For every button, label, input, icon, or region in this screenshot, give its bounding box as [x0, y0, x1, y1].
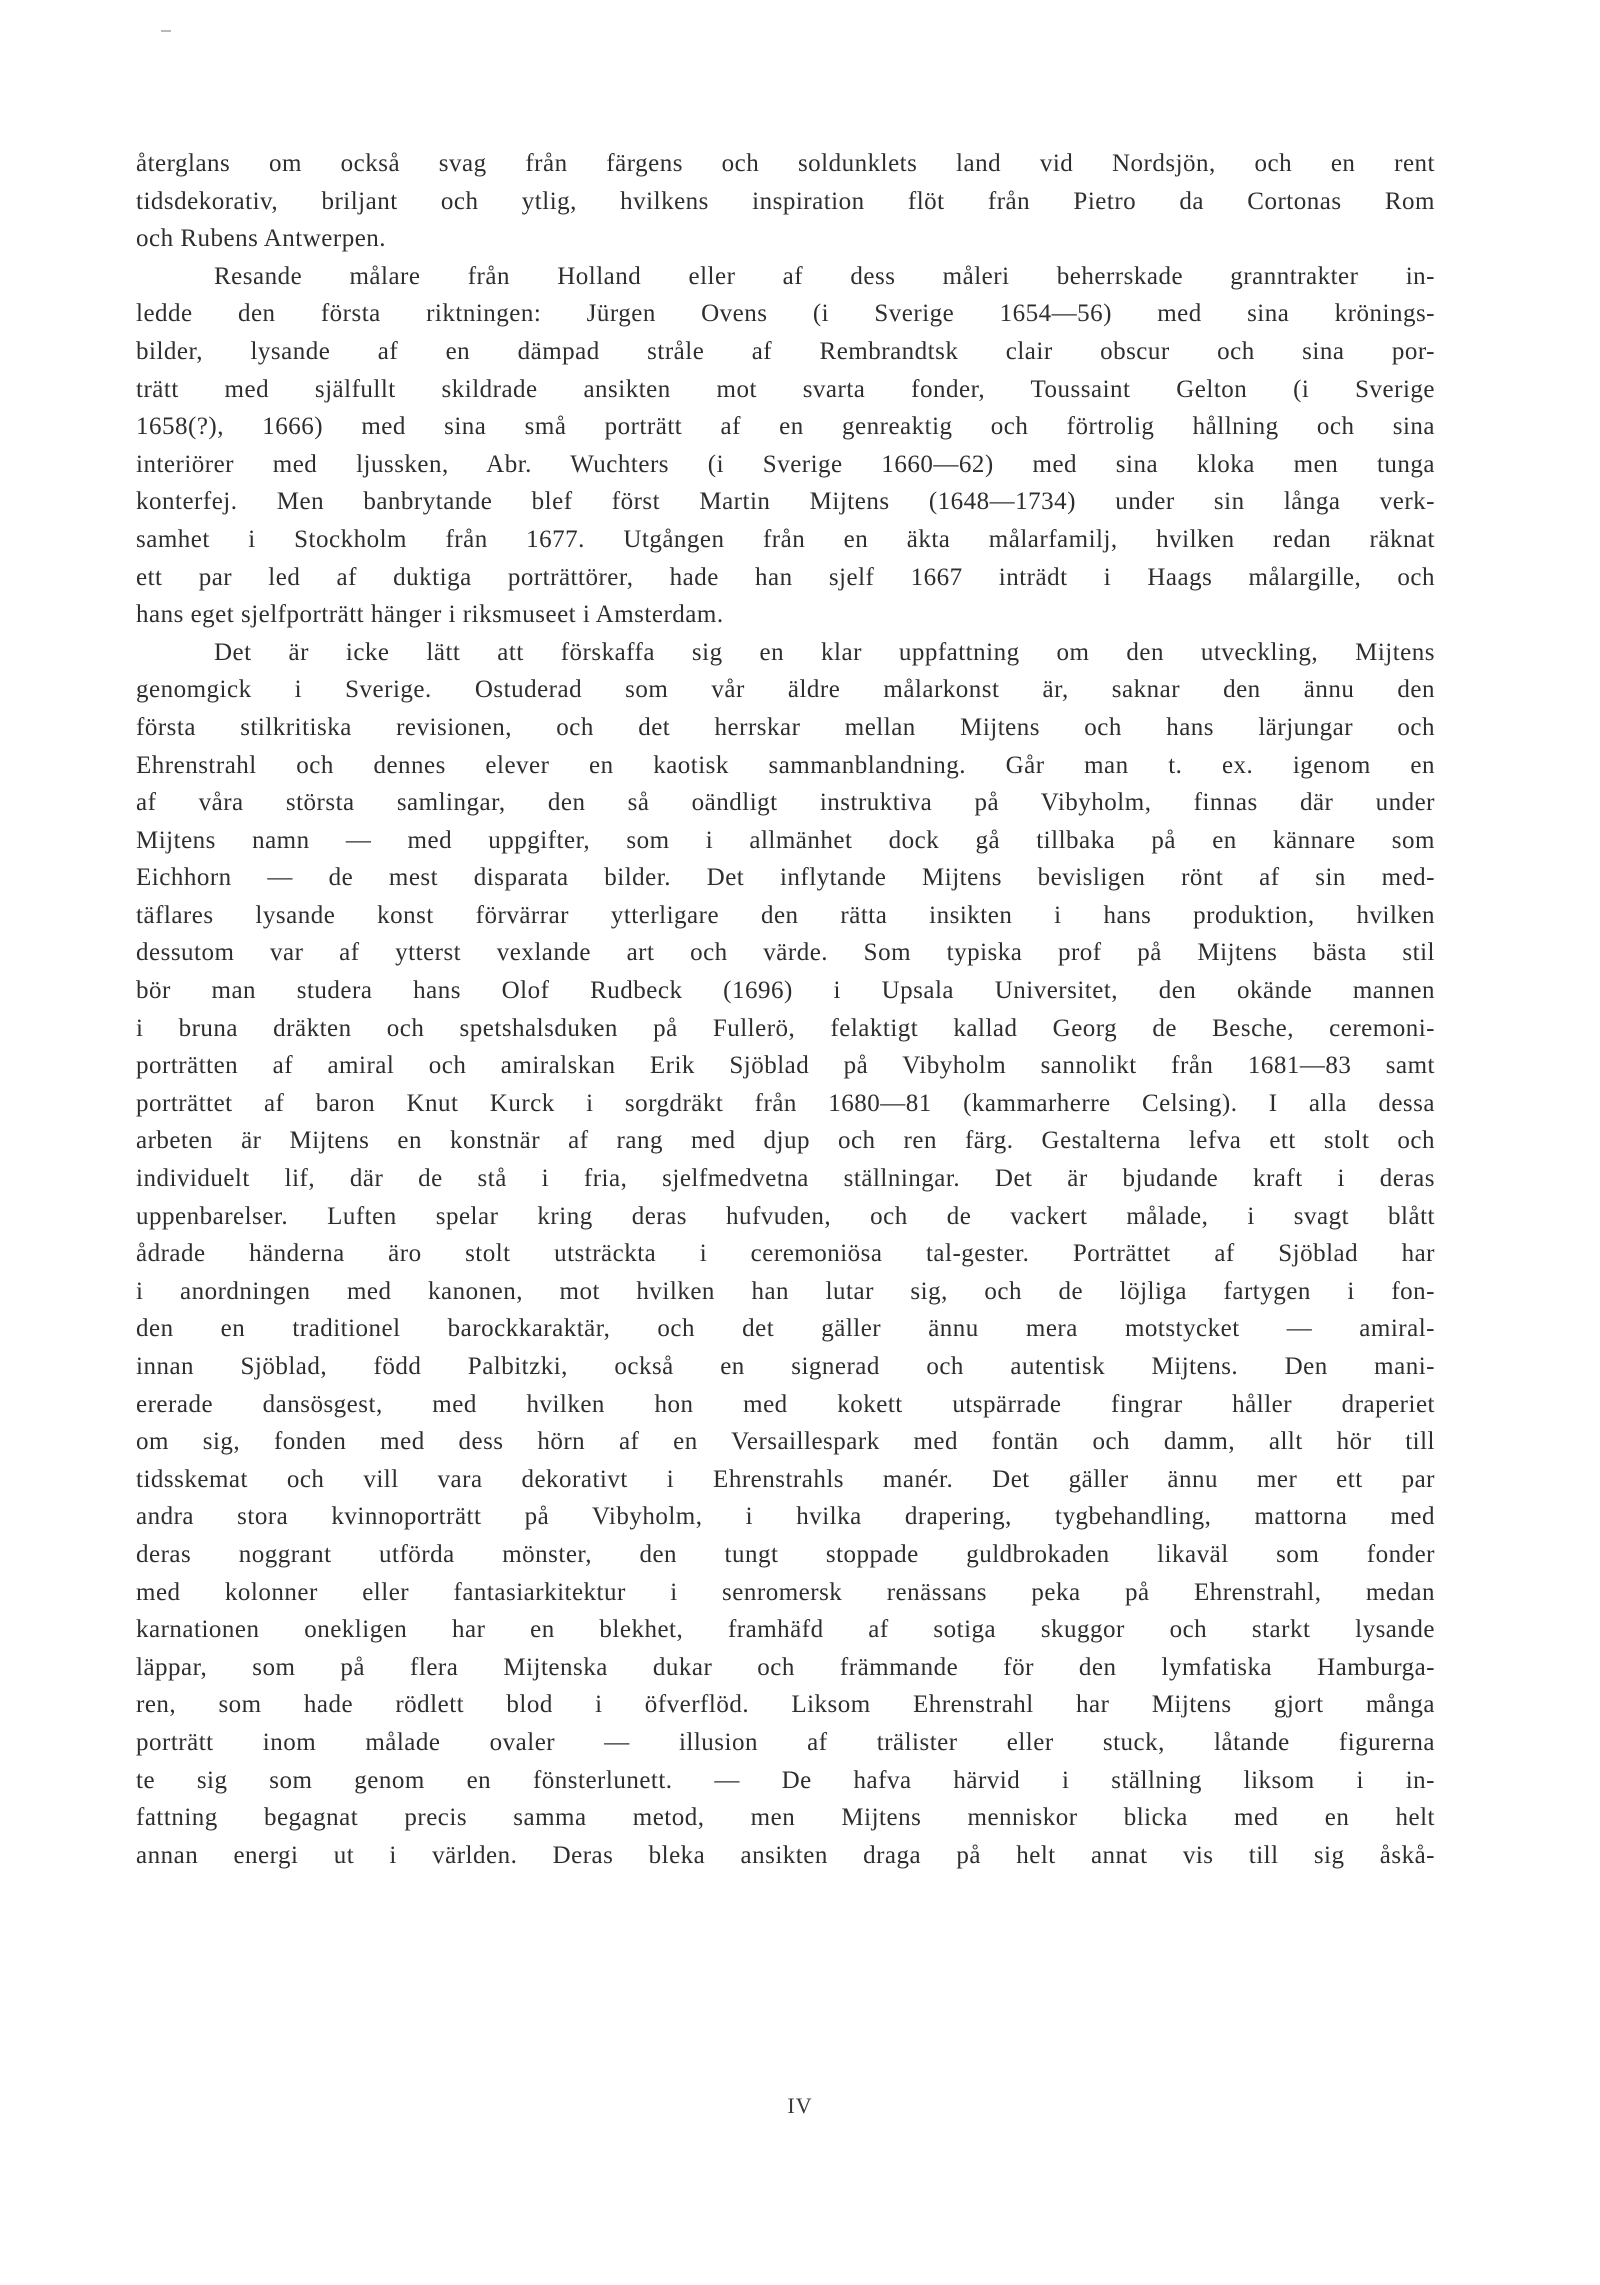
text-line: porträttet af baron Knut Kurck i sorgdräkt från 1680—81 (kammarherre Celsing). I alla dessa: [136, 1089, 1435, 1117]
text-line: Resande målare från Holland eller af dess måleri beherrskade granntrakter in-: [214, 262, 1435, 290]
text-line: Mijtens namn — med uppgifter, som i allmänhet dock gå tillbaka på en kännare som: [136, 826, 1435, 854]
text-line: hans eget sjelfporträtt hänger i riksmuseet i Amsterdam.: [136, 601, 724, 629]
text-line: i bruna dräkten och spetshalsduken på Fullerö, felaktigt kallad Georg de Besche, ceremoni-: [136, 1014, 1435, 1042]
scan-mark: [161, 30, 171, 32]
text-line: tidsskemat och vill vara dekorativt i Ehrenstrahls manér. Det gäller ännu mer ett par: [136, 1465, 1435, 1493]
text-line: den en traditionel barockkaraktär, och det gäller ännu mera motstycket — amiral-: [136, 1315, 1435, 1343]
text-line: i anordningen med kanonen, mot hvilken han lutar sig, och de löjliga fartygen i fon-: [136, 1277, 1435, 1305]
text-line: med kolonner eller fantasiarkitektur i senromersk renässans peka på Ehrenstrahl, medan: [136, 1578, 1435, 1606]
text-line: te sig som genom en fönsterlunett. — De hafva härvid i ställning liksom i in-: [136, 1766, 1435, 1794]
text-line: individuelt lif, där de stå i fria, sjelfmedvetna ställningar. Det är bjudande kraft i deras: [136, 1165, 1435, 1193]
text-line: arbeten är Mijtens en konstnär af rang med djup och ren färg. Gestalterna lefva ett stolt och: [136, 1127, 1435, 1155]
text-line: bör man studera hans Olof Rudbeck (1696) i Upsala Universitet, den okände mannen: [136, 977, 1435, 1005]
text-line: interiörer med ljussken, Abr. Wuchters (i Sverige 1660—62) med sina kloka men tunga: [136, 450, 1435, 478]
text-line: tidsdekorativ, briljant och ytlig, hvilkens inspiration flöt från Pietro da Cortonas Rom: [136, 187, 1435, 215]
text-line: Ehrenstrahl och dennes elever en kaotisk sammanblandning. Går man t. ex. igenom en: [136, 751, 1435, 779]
text-line: andra stora kvinnoporträtt på Vibyholm, i hvilka drapering, tygbehandling, mattorna med: [136, 1503, 1435, 1531]
text-line: uppenbarelser. Luften spelar kring deras hufvuden, och de vackert målade, i svagt blått: [136, 1202, 1435, 1230]
text-line: annan energi ut i världen. Deras bleka ansikten draga på helt annat vis till sig åskå-: [136, 1841, 1435, 1869]
text-line: dessutom var af ytterst vexlande art och värde. Som typiska prof på Mijtens bästa stil: [136, 939, 1435, 967]
text-line: genomgick i Sverige. Ostuderad som vår äldre målarkonst är, saknar den ännu den: [136, 676, 1435, 704]
text-line: ererade dansösgest, med hvilken hon med kokett utspärrade fingrar håller draperiet: [136, 1390, 1435, 1418]
text-line: konterfej. Men banbrytande blef först Martin Mijtens (1648—1734) under sin långa verk-: [136, 488, 1435, 516]
text-line: porträtten af amiral och amiralskan Erik Sjöblad på Vibyholm sannolikt från 1681—83 samt: [136, 1052, 1435, 1080]
text-line: porträtt inom målade ovaler — illusion af trälister eller stuck, låtande figurerna: [136, 1728, 1435, 1756]
text-line: och Rubens Antwerpen.: [136, 225, 387, 253]
text-line: täflares lysande konst förvärrar ytterligare den rätta insikten i hans produktion, hvilken: [136, 901, 1435, 929]
text-line: 1658(?), 1666) med sina små porträtt af en genreaktig och förtrolig hållning och sina: [136, 413, 1435, 441]
text-line: fattning begagnat precis samma metod, men Mijtens menniskor blicka med en helt: [136, 1804, 1435, 1832]
text-line: ådrade händerna äro stolt utsträckta i ceremoniösa tal-gester. Porträttet af Sjöblad har: [136, 1240, 1435, 1268]
text-line: af våra största samlingar, den så oändligt instruktiva på Vibyholm, finnas där under: [136, 789, 1435, 817]
text-line: samhet i Stockholm från 1677. Utgången från en äkta målarfamilj, hvilken redan räknat: [136, 525, 1435, 553]
text-line: Eichhorn — de mest disparata bilder. Det inflytande Mijtens bevisligen rönt af sin med-: [136, 864, 1435, 892]
text-line: bilder, lysande af en dämpad stråle af Rembrandtsk clair obscur och sina por-: [136, 337, 1435, 365]
text-line: deras noggrant utförda mönster, den tungt stoppade guldbrokaden likaväl som fonder: [136, 1540, 1435, 1568]
text-line: trätt med själfullt skildrade ansikten mot svarta fonder, Toussaint Gelton (i Sverige: [136, 375, 1435, 403]
text-line: ledde den första riktningen: Jürgen Ovens (i Sverige 1654—56) med sina krönings-: [136, 300, 1435, 328]
text-line: återglans om också svag från färgens och soldunklets land vid Nordsjön, och en rent: [136, 150, 1435, 177]
text-line: innan Sjöblad, född Palbitzki, också en signerad och autentisk Mijtens. Den mani-: [136, 1353, 1435, 1380]
page-number: IV: [787, 2093, 813, 2118]
text-line: ett par led af duktiga porträttörer, hade han sjelf 1667 inträdt i Haags målargille, och: [136, 563, 1435, 591]
text-line: första stilkritiska revisionen, och det herrskar mellan Mijtens och hans lärjungar och: [136, 713, 1435, 741]
text-line: om sig, fonden med dess hörn af en Versaillespark med fontän och damm, allt hör till: [136, 1428, 1435, 1456]
text-line: ren, som hade rödlett blod i öfverflöd. Liksom Ehrenstrahl har Mijtens gjort många: [136, 1691, 1435, 1719]
body-text: [136, 145, 1435, 1874]
text-line: karnationen onekligen har en blekhet, framhäfd af sotiga skuggor och starkt lysande: [136, 1616, 1435, 1644]
text-line: läppar, som på flera Mijtenska dukar och främmande för den lymfatiska Hamburga-: [136, 1653, 1435, 1681]
text-line: Det är icke lätt att förskaffa sig en klar uppfattning om den utveckling, Mijtens: [214, 638, 1435, 666]
